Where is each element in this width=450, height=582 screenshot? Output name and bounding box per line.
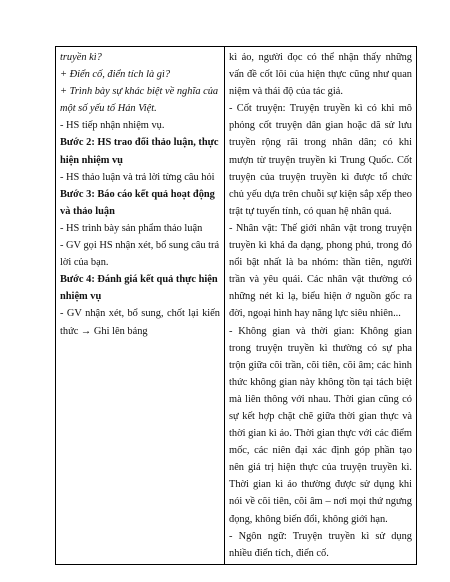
task-line: - GV nhận xét, bổ sung, chốt lại kiến thức → Ghi lên bảng [60,308,220,337]
task-line: - HS trình bày sản phẩm thảo luận [60,222,203,234]
paragraph-language: - Ngôn ngữ: Truyện truyền kì sử dụng nhiều điển tích, điển cố. [229,530,412,559]
task-line: - HS thảo luận và trả lời từng câu hỏi [60,171,215,183]
activity-column [56,47,225,565]
content-column [225,47,417,565]
task-line: - GV gọi HS nhận xét, bổ sung câu trả lời của bạn. [60,240,220,269]
table-row [56,47,417,565]
step-heading: Bước 2: HS trao đổi thảo luận, thực hiện nhiệm vụ [60,137,219,166]
step-heading: Bước 4: Đánh giá kết quả thực hiện nhiệm vụ [60,274,218,303]
paragraph-space-time: - Không gian và thời gian: Không gian trong truyện truyền kì thường có sự pha trộn giữa cõi trần, cõi tiên, cõi âm; các hình thức không gian này không tồn tại tách biệt mà liên thông với nhau. Thời gian cũng có sự kết hợp chặt chẽ giữa thời gian thực và thời gian kì ảo. Thời gian thực với các điểm mốc, các niên đại xác định góp phần tạo nên giá trị hiện thực của truyện truyền kì. Thời gian kì ảo thường được sử dụng khi nói về cõi tiên, cõi âm – nơi mọi thứ ngưng đọng, không biến đổi, không giới hạn. [229,325,412,525]
task-line: - HS tiếp nhận nhiệm vụ. [60,120,165,132]
step-heading: Bước 3: Báo cáo kết quả hoạt động và thảo luận [60,188,215,217]
question-line: + Điển cố, điển tích là gì? [60,69,171,81]
paragraph: kì ảo, người đọc có thể nhận thấy những vấn đề cốt lõi của hiện thực cũng như quan niệm và thái độ của tác giả. [229,52,412,98]
lesson-table [55,46,417,565]
question-line: truyền kì? [60,52,102,63]
paragraph-characters: - Nhân vật: Thế giới nhân vật trong truyện truyền kì khá đa dạng, phong phú, trong đó nổi bật nhất là ba nhóm: thần tiên, người trần và yêu quái. Các nhân vật thường có những nét kì lạ, biểu hiện ở nguồn gốc ra đời, ngoại hình hay năng lực siêu nhiên... [229,222,412,320]
paragraph-plot: - Cốt truyện: Truyện truyền kì có khi mô phỏng cốt truyện dân gian hoặc dã sử lưu truyền rộng rãi trong nhân dân; có khi mượn từ truyện truyền kì Trung Quốc. Cốt truyện của truyện truyền kì được tổ chức chủ yếu dựa trên chuỗi sự kiện sắp xếp theo trật tự tuyến tính, có quan hệ nhân quả. [229,103,412,217]
question-line: + Trình bày sự khác biệt về nghĩa của một số yếu tố Hán Việt. [60,86,219,115]
